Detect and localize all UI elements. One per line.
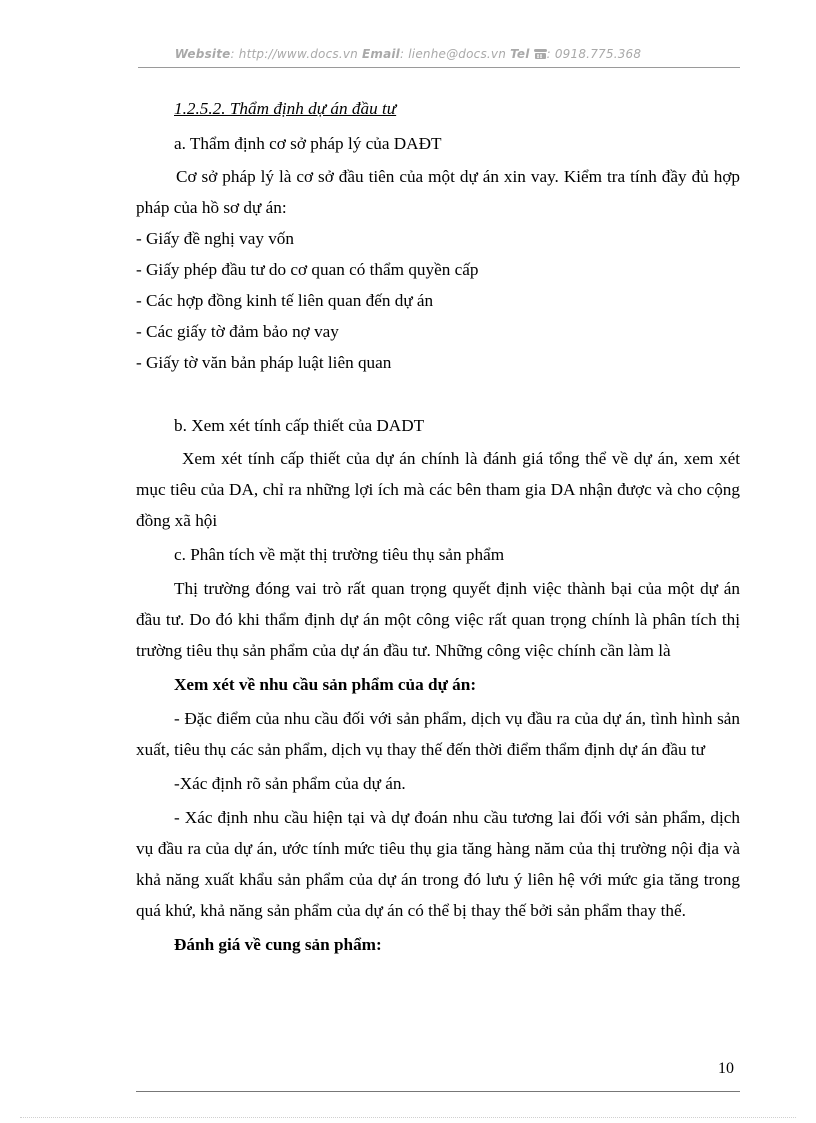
subheading-a: a. Thẩm định cơ sở pháp lý của DAĐT	[174, 134, 442, 153]
header-divider	[138, 67, 740, 68]
website-label: Website	[174, 47, 231, 61]
spacer	[136, 378, 740, 402]
paragraph-demand-3: - Xác định nhu cầu hiện tại và dự đoán nhu cầu tương lai đối với sản phẩm, dịch vụ đầu ra của dự án, ước tính mức tiêu thụ gia tăng hàng năm của thị trường nội địa và khả năng xuất khẩu sản phẩm của dự án trong đó lưu ý liên hệ với mức gia tăng trong quá khứ, khả năng sản phẩm của dự án có thể bị thay thế bởi sản phẩm thay thế.	[136, 808, 740, 920]
page-header	[0, 47, 816, 63]
page-bottom-border	[20, 1117, 796, 1118]
paragraph-a: Cơ sở pháp lý là cơ sở đầu tiên của một dự án xin vay. Kiểm tra tính đầy đủ hợp pháp của hồ sơ dự án:	[136, 167, 740, 217]
section-title: 1.2.5.2. Thẩm định dự án đầu tư	[174, 99, 397, 118]
email-label: Email	[361, 47, 400, 61]
subheading-c: c. Phân tích về mặt thị trường tiêu thụ sản phẩm	[174, 545, 505, 564]
list-item: - Các giấy tờ đảm bảo nợ vay	[136, 322, 339, 341]
paragraph-c: Thị trường đóng vai trò rất quan trọng quyết định việc thành bại của một dự án đầu tư. Do đó khi thẩm định dự án một công việc rất quan trọng chính là phân tích thị trường tiêu thụ sản phẩm của dự án đầu tư. Những công việc chính cần làm là	[136, 579, 740, 660]
phone-icon	[534, 48, 547, 63]
list-item: - Giấy đề nghị vay vốn	[136, 229, 294, 248]
tel-value: : 0918.775.368	[546, 47, 642, 61]
bold-heading-supply: Đánh giá về cung sản phẩm:	[174, 935, 382, 954]
paragraph-demand-2: -Xác định rõ sản phẩm của dự án.	[174, 774, 406, 793]
paragraph-demand-1: - Đặc điểm của nhu cầu đối với sản phẩm, dịch vụ đầu ra của dự án, tình hình sản xuất, tiêu thụ các sản phẩm, dịch vụ thay thế đến thời điểm thẩm định dự án đầu tư	[136, 709, 740, 759]
bold-heading-demand: Xem xét về nhu cầu sản phẩm của dự án:	[174, 675, 477, 694]
list-item: - Giấy tờ văn bản pháp luật liên quan	[136, 353, 392, 372]
list-item: - Các hợp đồng kinh tế liên quan đến dự án	[136, 291, 434, 310]
footer-divider	[136, 1091, 740, 1092]
website-value: : http://www.docs.vn	[230, 47, 358, 61]
list-item: - Giấy phép đầu tư do cơ quan có thẩm quyền cấp	[136, 260, 479, 279]
email-value: : lienhe@docs.vn	[400, 47, 507, 61]
tel-label: Tel	[510, 47, 530, 61]
page-number: 10	[718, 1060, 734, 1077]
subheading-b: b. Xem xét tính cấp thiết của DADT	[174, 416, 425, 435]
document-body	[136, 93, 740, 960]
paragraph-b: Xem xét tính cấp thiết của dự án chính là đánh giá tổng thể về dự án, xem xét mục tiêu của DA, chỉ ra những lợi ích mà các bên tham gia DA nhận được và cho cộng đồng xã hội	[136, 449, 740, 530]
